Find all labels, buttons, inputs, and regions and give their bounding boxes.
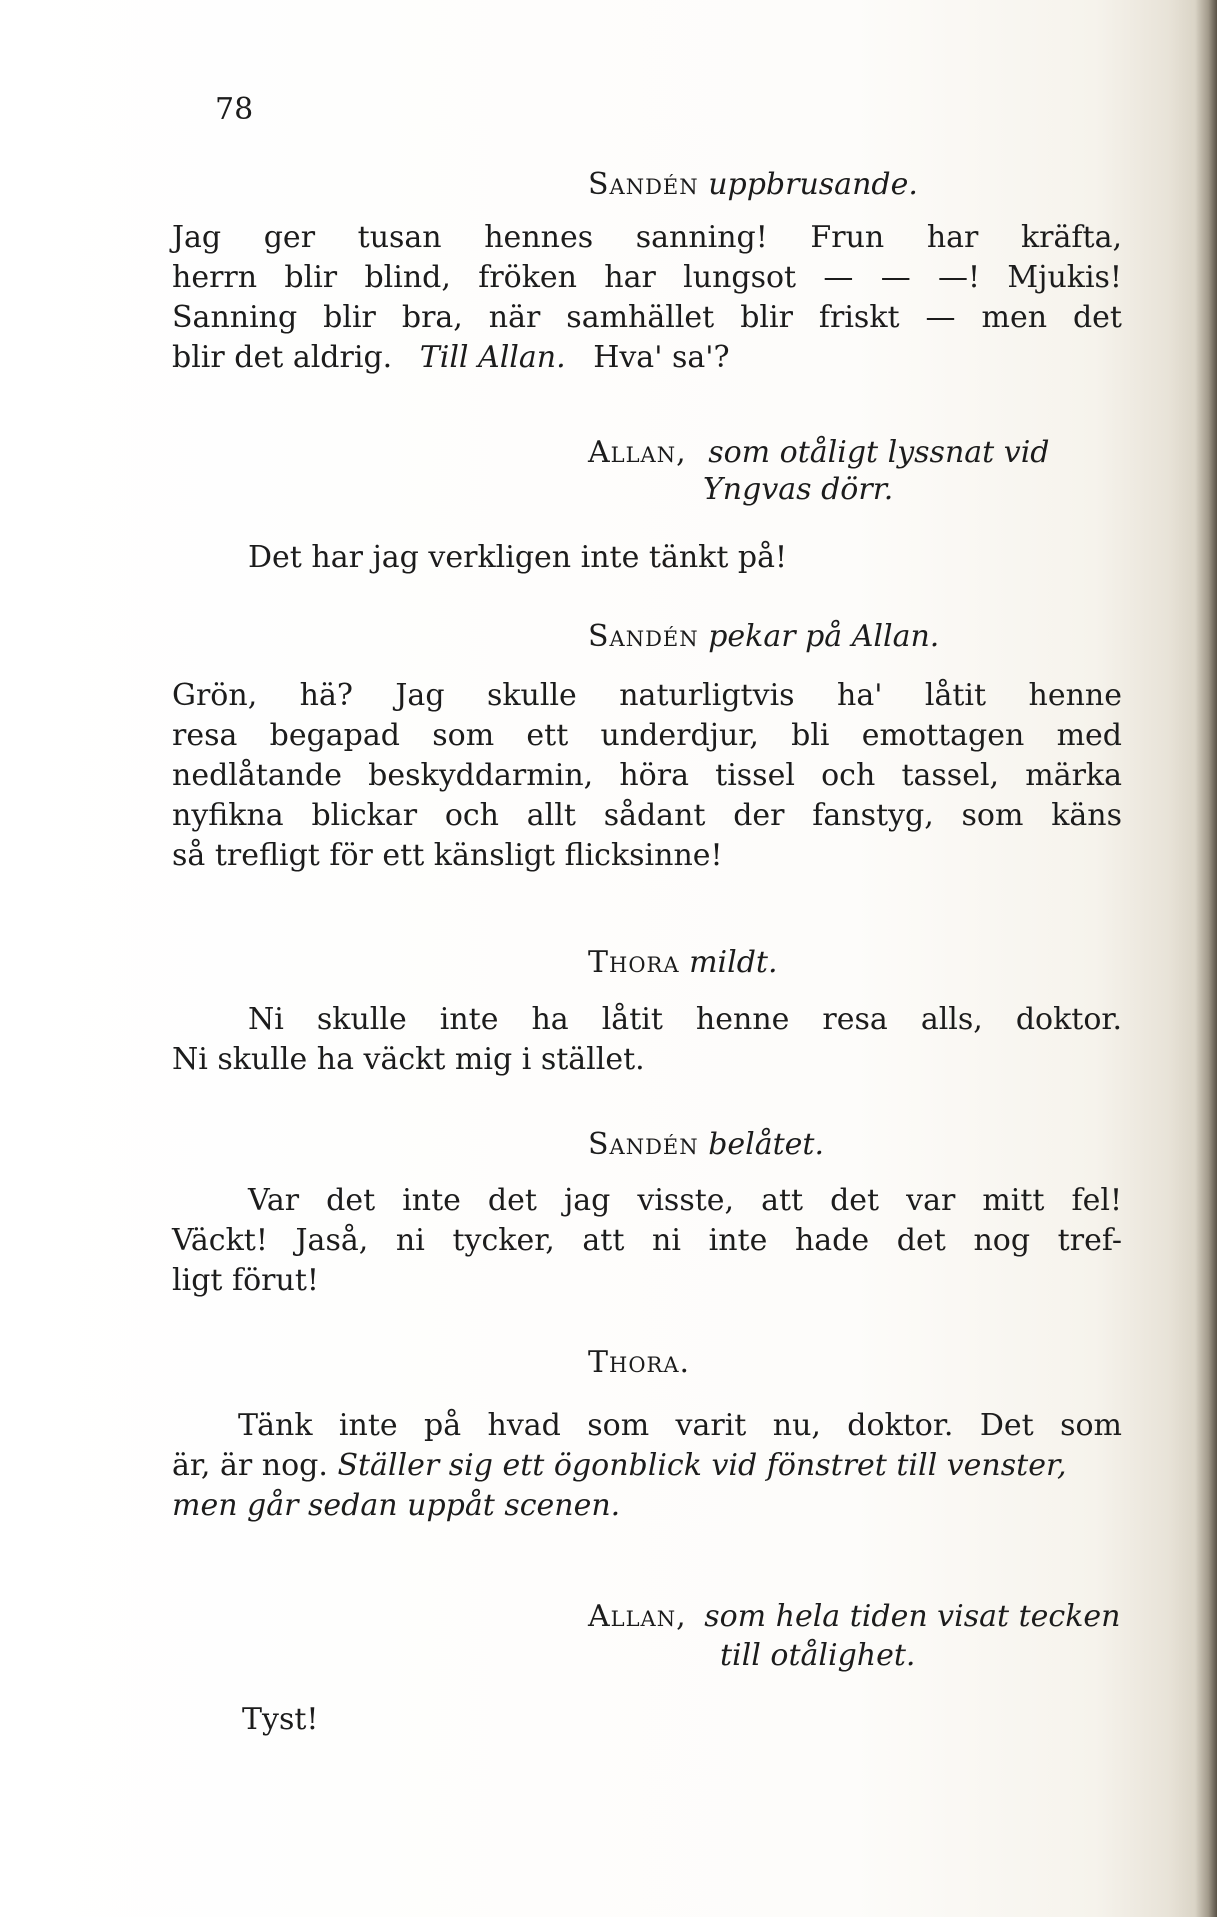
- text-line: Det har jag verkligen inte tänkt på!: [248, 540, 788, 575]
- stage-direction: till otålighet.: [720, 1638, 916, 1673]
- text-line: Var det inte det jag visste, att det var mitt fel!: [248, 1183, 1122, 1218]
- text-line: Väckt! Jaså, ni tycker, att ni inte hade det nog tref-: [172, 1223, 1122, 1258]
- speaker-heading: [588, 1343, 690, 1383]
- page-number: 78: [215, 92, 254, 127]
- text-line: Ni skulle ha väckt mig i stället.: [172, 1042, 645, 1077]
- speaker-heading: [588, 1125, 824, 1165]
- dialogue-paragraph: [242, 1700, 318, 1740]
- dialogue-paragraph: [172, 676, 1122, 876]
- stage-direction: Yngvas dörr.: [703, 472, 894, 507]
- speaker-name: Thora: [588, 945, 680, 980]
- text-line: [172, 1446, 1122, 1486]
- speaker-heading: [588, 433, 1050, 473]
- stage-direction: belåtet.: [708, 1127, 825, 1162]
- text-line: Tänk inte på hvad som varit nu, doktor. Det som: [238, 1408, 1122, 1443]
- stage-direction: som otåligt lyssnat vid: [708, 435, 1050, 470]
- text-line: herrn blir blind, fröken har lungsot — — —! Mjukis!: [172, 260, 1122, 295]
- stage-direction: som hela tiden visat tecken: [704, 1599, 1121, 1634]
- dialogue-paragraph: [172, 1000, 1122, 1080]
- dialogue-paragraph: [172, 1406, 1122, 1526]
- text-line: resa begapad som ett underdjur, bli emottagen med: [172, 718, 1122, 753]
- stage-direction: Till Allan.: [419, 340, 566, 375]
- stage-direction: men går sedan uppåt scenen.: [172, 1488, 621, 1523]
- dialogue-paragraph: [248, 538, 787, 578]
- text-line: [172, 338, 1122, 378]
- text-line: Jag ger tusan hennes sanning! Frun har kräfta,: [172, 220, 1122, 255]
- stage-direction: uppbrusande.: [708, 167, 918, 202]
- speaker-heading: [588, 1597, 1120, 1637]
- speaker-name: Sandén: [588, 167, 699, 202]
- text-line: nyfikna blickar och allt sådant der fanstyg, som käns: [172, 798, 1122, 833]
- speaker-heading: [588, 617, 939, 657]
- stage-direction: pekar på Allan.: [708, 619, 940, 654]
- text-line: Ni skulle inte ha låtit henne resa alls, doktor.: [248, 1002, 1122, 1037]
- text-line: Tyst!: [242, 1702, 319, 1737]
- speaker-name: Sandén: [588, 1127, 699, 1162]
- dialogue-paragraph: [172, 1181, 1122, 1301]
- text-line: ligt förut!: [172, 1263, 319, 1298]
- stage-direction: mildt.: [689, 945, 778, 980]
- speaker-name: Sandén: [588, 619, 699, 654]
- text-line: så trefligt för ett känsligt flicksinne!: [172, 838, 723, 873]
- speaker-name: Allan,: [588, 1599, 687, 1634]
- page-edge-shadow: [1195, 0, 1217, 1917]
- speaker-name: Allan,: [588, 435, 687, 470]
- dialogue-paragraph: [172, 218, 1122, 378]
- text-fragment: är, är nog.: [172, 1448, 338, 1483]
- text-line: Sanning blir bra, när samhället blir friskt — men det: [172, 300, 1122, 335]
- speaker-heading: [588, 943, 778, 983]
- text-line: nedlåtande beskyddarmin, höra tissel och tassel, märka: [172, 758, 1122, 793]
- text-fragment: blir det aldrig.: [172, 340, 402, 375]
- stage-direction: Ställer sig ett ögonblick vid fönstret till venster,: [337, 1448, 1067, 1483]
- speaker-heading: [588, 165, 918, 205]
- speaker-name: Thora.: [588, 1345, 691, 1380]
- text-line: Grön, hä? Jag skulle naturligtvis ha' låtit henne: [172, 678, 1122, 713]
- text-fragment: Hva' sa'?: [583, 340, 730, 375]
